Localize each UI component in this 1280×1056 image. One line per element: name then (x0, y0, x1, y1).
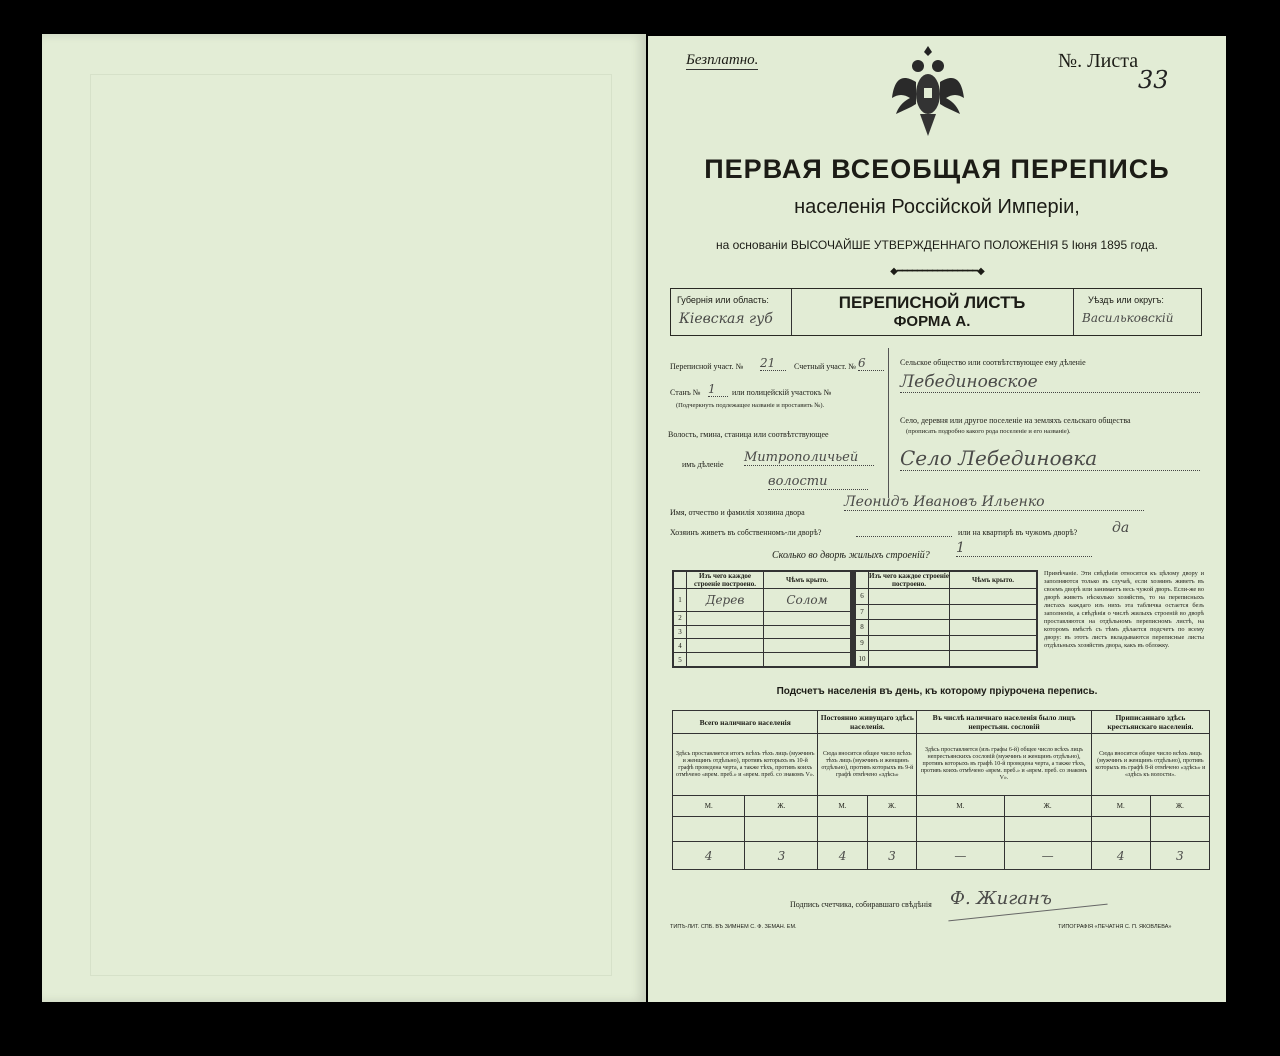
stan-value: 1 (708, 382, 728, 397)
buildings-value: 1 (956, 540, 1092, 557)
permanent-female: 3 (867, 842, 917, 870)
buildings-row-num: 10 (856, 651, 869, 667)
population-col-head: Въ числѣ наличнаго населенія было лицъ непрестьян. сословій (917, 711, 1091, 734)
population-col-desc: Сюда вносится общее число всѣхъ лицъ (мужчинъ и женщинъ отдѣльно), противъ которыхъ въ графѣ 8-й отмѣчено «здѣсь» и «здѣсь къ волости». (1091, 734, 1209, 795)
registered-peasant-female: 3 (1150, 842, 1209, 870)
village-label: Село, деревня или другое поселеніе на земляхъ сельскаго общества (900, 416, 1131, 425)
own-yard-answer-line (856, 536, 952, 537)
female-header: Ж. (1150, 795, 1209, 816)
district-value: Васильковскій (1082, 311, 1174, 325)
rent-value: да (1112, 520, 1130, 536)
population-col-desc: Здѣсь проставляется итогъ всѣхъ тѣхъ лицъ (мужчинъ и женщинъ отдѣльно), противъ которыхъ въ 10-й графѣ проведена черта, а также тѣхъ, противъ коихъ отмѣчено «врем. преб.» и «врем. преб. со знакомъ V». (673, 734, 818, 795)
male-header: М. (818, 795, 867, 816)
female-header: Ж. (1004, 795, 1091, 816)
census-subtitle: населенія Россійской Имперіи, (794, 196, 1080, 218)
female-header: Ж. (745, 795, 818, 816)
buildings-row-num: 3 (674, 625, 687, 639)
population-table (672, 710, 1210, 870)
buildings-note: Примѣчаніе. Эти свѣдѣнія относятся къ цѣлому двору и заполняются только въ случаѣ, если хозяинъ живетъ въ своемъ дворѣ или занимаетъ весь чужой дворъ. Если-же во дворѣ живетъ нѣсколько хозяйствъ, то на переписныхъ листахъ каждаго изъ нихъ эта табличка остается безъ заполненія, а свѣдѣнія о числѣ жилыхъ строеній во дворѣ проставляются на отдѣльномъ переписномъ листѣ, на которомъ вмѣстѣ съ тѣмъ дѣлается подсчетъ по всему двору: въ этотъ листъ вкладываются переписные листы отдѣльныхъ хозяйствъ двора, какъ въ обложку. (1044, 570, 1204, 649)
population-col-desc: Сюда вносится общее число всѣхъ тѣхъ лицъ (мужчинъ и женщинъ отдѣльно), противъ которыхъ въ 9-й графѣ отмѣчено «здѣсь» (818, 734, 917, 795)
field-column-divider (888, 348, 889, 498)
total-present-female: 3 (745, 842, 818, 870)
rent-label: или на квартирѣ въ чужомъ дворѣ? (958, 528, 1078, 537)
buildings-row-num: 4 (674, 639, 687, 653)
village-society-value: Лебединовское (900, 372, 1200, 393)
population-col-head: Приписаннаго здѣсь крестьянскаго населенія. (1091, 711, 1209, 734)
male-header: М. (673, 795, 745, 816)
buildings-row-num: 8 (856, 620, 869, 636)
buildings-col-material: Изъ чего каждое строеніе построено. (869, 572, 949, 588)
population-title: Подсчетъ населенія въ день, къ которому пріурочена перепись. (776, 686, 1098, 697)
total-present-male: 4 (673, 842, 745, 870)
sheet-title-cell (791, 289, 1073, 335)
province-cell (671, 289, 792, 335)
village-value: Село Лебединовка (900, 446, 1200, 471)
volost-value-line1: Митрополичьей (744, 450, 874, 466)
buildings-col-roof: Чѣмъ крыто. (950, 572, 1037, 589)
volost-label-line2: имъ дѣленіе (682, 460, 724, 469)
form-header-box (670, 288, 1202, 336)
census-form-page (648, 36, 1226, 1002)
buildings-row-num: 1 (674, 589, 687, 612)
province-label: Губернія или область: (677, 295, 769, 305)
signature-value: Ф. Жиганъ (950, 888, 1052, 909)
census-main-title: ПЕРВАЯ ВСЕОБЩАЯ ПЕРЕПИСЬ (704, 154, 1170, 184)
buildings-col-roof: Чѣмъ крыто. (764, 572, 851, 589)
district-label: Уѣздъ или округъ: (1088, 295, 1164, 305)
buildings-label: Сколько во дворѣ жилыхъ строеній? (772, 550, 930, 561)
sheet-title: ПЕРЕПИСНОЙ ЛИСТЪ (838, 293, 1026, 312)
volost-label-line1: Волость, гмина, станица или соотвѣтствующее (668, 430, 829, 439)
form-label: ФОРМА А. (893, 313, 971, 330)
sheet-number-label: №. Листа (1058, 50, 1139, 72)
buildings-row-num: 5 (674, 653, 687, 667)
free-label: Безплатно. (686, 52, 759, 68)
buildings-row1-material: Дерев (687, 589, 764, 612)
sheet-number-value: 33 (1138, 66, 1169, 94)
registered-peasant-male: 4 (1091, 842, 1150, 870)
volost-value-line2: волости (768, 474, 868, 490)
counting-section-label: Счетный участ. № (794, 362, 856, 371)
printer-left: ТИПЪ-ЛИТ. СПБ. ВЪ ЗИМНЕМ С. Ф. ЗЕМАН. ЕМ. (670, 924, 797, 930)
buildings-table-right (855, 571, 1037, 667)
left-page-blank (42, 34, 646, 1002)
non-peasant-female: — (1004, 842, 1091, 870)
census-section-value: 21 (760, 356, 786, 371)
underline-note: (Подчеркнуть подлежащее названіе и проставить №). (676, 402, 825, 409)
buildings-col-material: Изъ чего каждое строеніе построено. (687, 572, 764, 589)
permanent-male: 4 (818, 842, 867, 870)
ornament-divider: ◆━━━━━━━━━━━━━━━━◆ (890, 266, 984, 277)
district-cell (1073, 289, 1202, 335)
province-value: Кіевская губ (679, 311, 773, 327)
village-society-label: Сельское общество или соотвѣтствующее ему дѣленіе (900, 358, 1086, 367)
owner-label: Имя, отчество и фамилія хозяина двора (670, 508, 805, 517)
buildings-row-num: 9 (856, 635, 869, 651)
police-section-label: или полицейскій участокъ № (732, 388, 832, 397)
signature-label: Подпись счетчика, собиравшаго свѣдѣнія (790, 900, 932, 909)
buildings-row-num: 7 (856, 604, 869, 620)
population-col-head: Всего наличнаго населенія (673, 711, 818, 734)
population-col-head: Постоянно живущаго здѣсь населенія. (818, 711, 917, 734)
own-yard-label: Хозяинъ живетъ въ собственномъ-ли дворѣ? (670, 528, 822, 537)
buildings-table-left (673, 571, 851, 667)
census-basis-line: на основаніи ВЫСОЧАЙШЕ УТВЕРЖДЕННАГО ПОЛОЖЕНІЯ 5 Іюня 1895 года. (715, 238, 1158, 252)
female-header: Ж. (867, 795, 917, 816)
counting-section-value: 6 (858, 356, 884, 371)
village-note: (прописать подробно какого рода поселеніе и его названіе). (906, 428, 1071, 435)
non-peasant-male: — (917, 842, 1004, 870)
population-col-desc: Здѣсь проставляется (изъ графы 6-й) общее число всѣхъ лицъ непрестьянскихъ сословій (мужчинъ и женщинъ отдѣльно), противъ которыхъ въ графѣ 10-й проведена черта, а также тѣхъ, противъ коихъ отмѣчено «врем. преб.» и «врем. преб. со знакомъ V». (917, 734, 1091, 795)
buildings-table (672, 570, 1038, 668)
stan-label: Станъ № (670, 388, 701, 397)
printer-right: ТИПОГРАФІЯ «ПЕЧАТНЯ С. П. ЯКОВЛЕВА» (1058, 924, 1172, 930)
buildings-row-num: 6 (856, 589, 869, 605)
male-header: М. (917, 795, 1004, 816)
imperial-eagle-emblem (890, 42, 966, 142)
buildings-row1-roof: Солом (764, 589, 851, 612)
buildings-row-num: 2 (674, 611, 687, 625)
census-section-label: Переписной участ. № (670, 362, 744, 371)
left-page-faint-frame (90, 74, 612, 976)
male-header: М. (1091, 795, 1150, 816)
owner-value: Леонидъ Ивановъ Ильенко (844, 494, 1144, 511)
